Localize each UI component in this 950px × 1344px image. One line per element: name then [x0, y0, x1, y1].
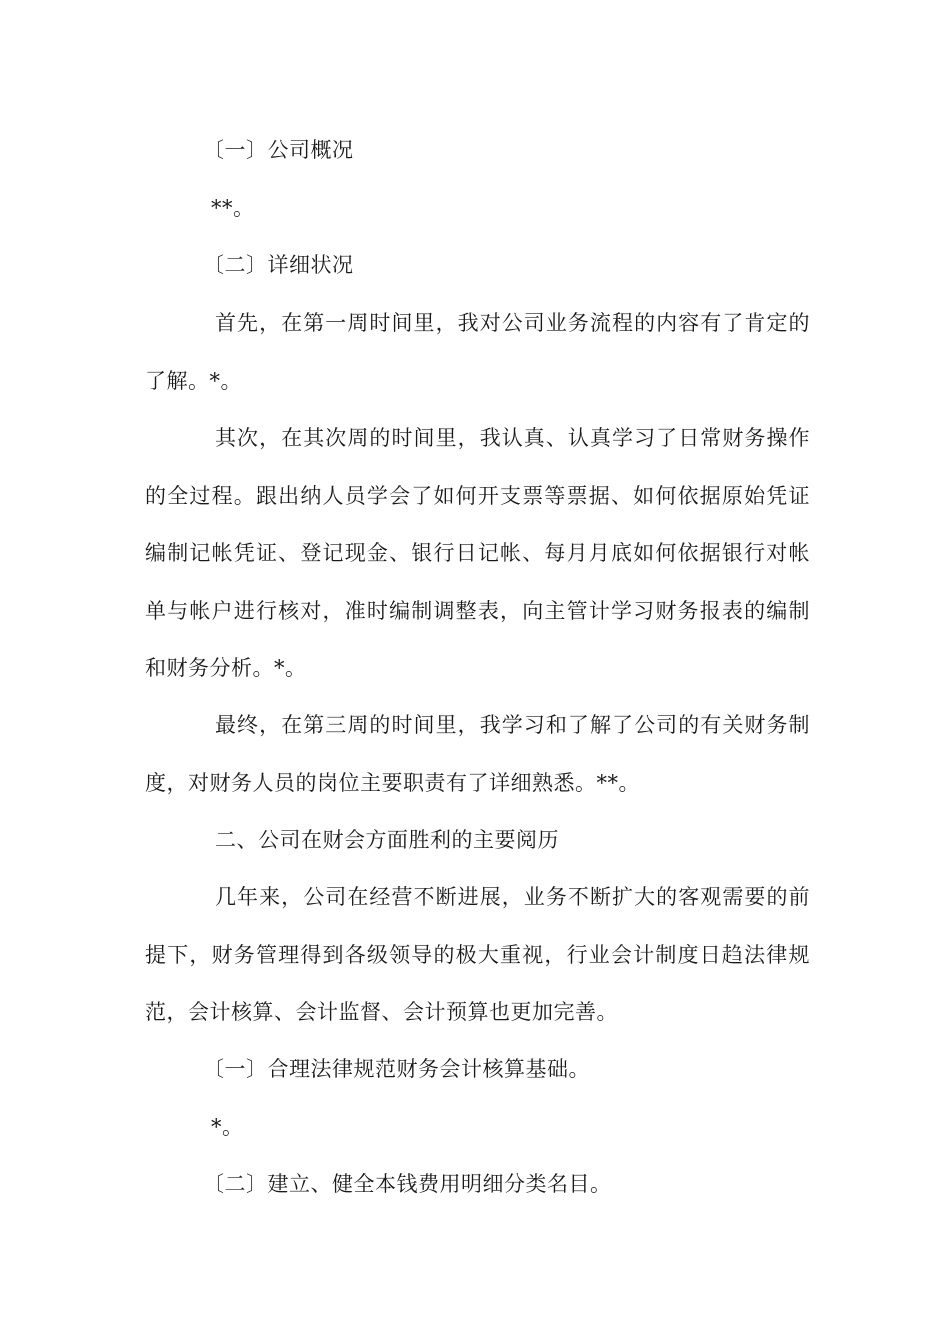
- paragraph-week-two: 其次，在其次周的时间里，我认真、认真学习了日常财务操作的全过程。跟出纳人员学会了如何开支票等票据、如何依据原始凭证编制记帐凭证、登记现金、银行日记帐、每月月底如何依据银行对帐单与帐户进行核对，准时编制调整表，向主管计学习财务报表的编制和财务分析。*。: [145, 426, 810, 680]
- section-heading-cost-categories: 〔二〕建立、健全本钱费用明细分类名目。: [203, 1172, 612, 1196]
- section-heading-company-overview: 〔一〕公司概况: [203, 138, 354, 162]
- paragraph-week-one: 首先，在第一周时间里，我对公司业务流程的内容有了肯定的了解。*。: [145, 311, 810, 393]
- paragraph-week-three: 最终，在第三周的时间里，我学习和了解了公司的有关财务制度，对财务人员的岗位主要职责有了详细熟悉。**。: [145, 713, 810, 795]
- paragraph-placeholder-2: *。: [211, 1115, 244, 1139]
- section-heading-accounting-basis: 〔一〕合理法律规范财务会计核算基础。: [203, 1057, 590, 1081]
- paragraph-years-overview: 几年来，公司在经营不断进展，业务不断扩大的客观需要的前提下，财务管理得到各级领导的极大重视，行业会计制度日趋法律规范，会计核算、会计监督、会计预算也更加完善。: [145, 885, 810, 1024]
- section-heading-details: 〔二〕详细状况: [203, 253, 354, 277]
- section-heading-main-experience: 二、公司在财会方面胜利的主要阅历: [215, 828, 559, 852]
- paragraph-placeholder: **。: [211, 196, 255, 220]
